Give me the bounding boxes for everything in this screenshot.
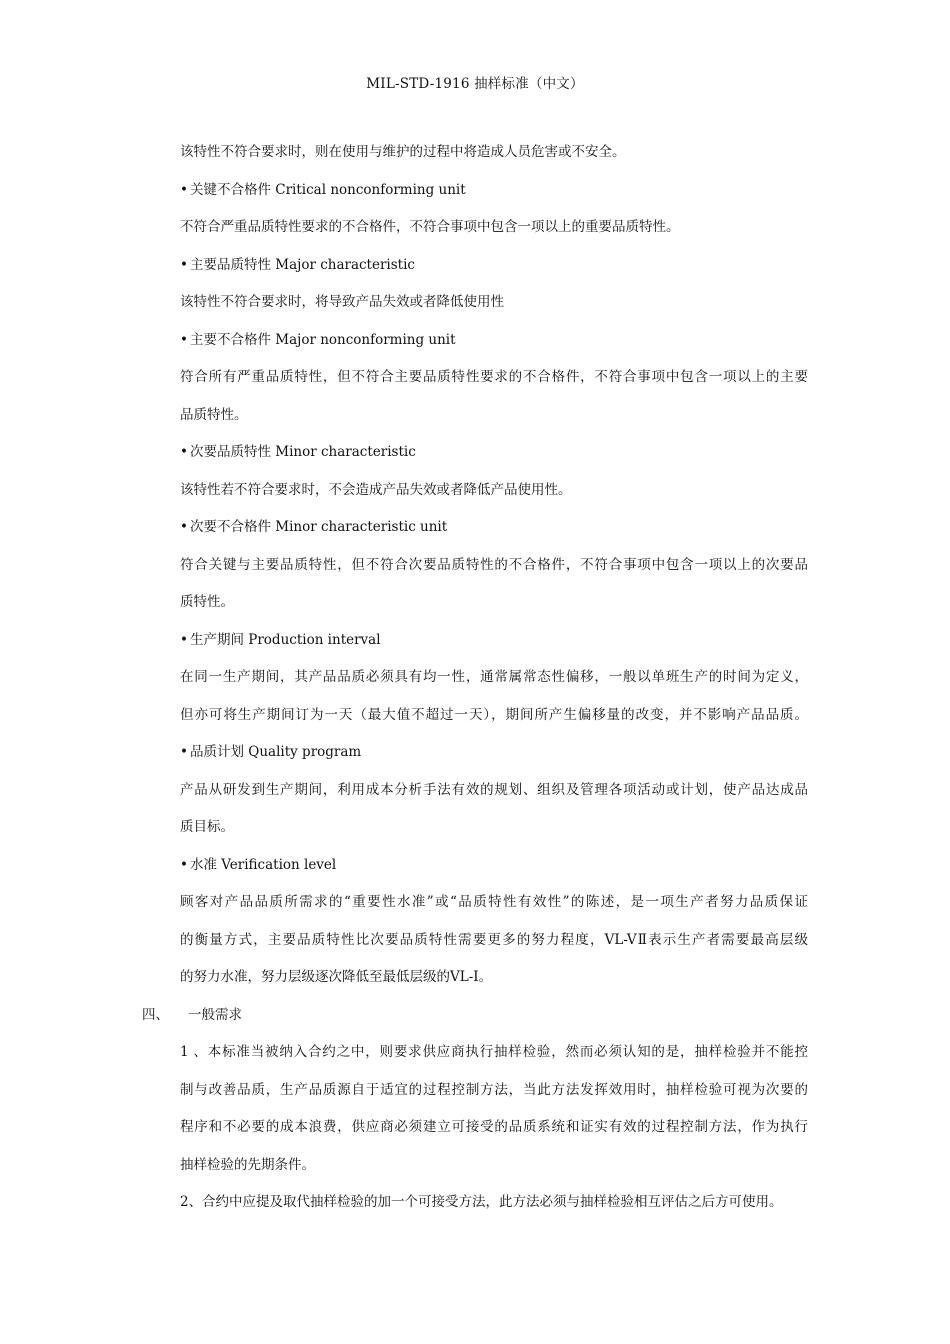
bullet-icon: •: [180, 631, 188, 648]
definition-heading: [180, 509, 808, 547]
definition-heading-text: 次要品质特性 Minor characteristic: [189, 444, 416, 460]
definition-heading-text: 次要不合格件 Minor characteristic unit: [189, 519, 448, 535]
item-text: 本标准当被纳入合约之中，则要求供应商执行抽样检验，然而必须认知的是，抽样检验并不能控: [207, 1044, 808, 1060]
definition-text: 该特性若不符合要求时，不会造成产品失效或者降低产品使用性。: [180, 481, 572, 498]
numbered-item-text: 抽样检验的先期条件。: [180, 1156, 315, 1173]
section-number: 四、: [142, 1006, 169, 1023]
definition-heading: [180, 847, 808, 885]
definition-text: 质特性。: [180, 594, 234, 610]
bullet-icon: •: [180, 181, 188, 198]
definition-text: 符合所有严重品质特性，但不符合主要品质特性要求的不合格件，不符合事项中包含一项以上的主要: [180, 369, 808, 385]
item-text: 合约中应提及取代抽样检验的加一个可接受方法，此方法必须与抽样检验相互评估之后方可使用。: [202, 1194, 783, 1210]
definition-heading-text: 生产期间 Production interval: [189, 631, 381, 648]
definition-heading-text: 水准 Verification level: [189, 856, 337, 873]
definition-text: 的努力水准，努力层级逐次降低至最低层级的VL-I。: [180, 969, 493, 985]
definition-text: 但亦可将生产期间订为一天（最大值不超过一天），期间所产生偏移量的改变，并不影响产品品质。: [180, 706, 808, 723]
item-number: 2、: [180, 1194, 203, 1210]
definition-text: 顾客对产品品质所需求的“重要性水准”或“品质特性有效性”的陈述，是一项生产者努力品质保证: [180, 894, 808, 910]
bullet-icon: •: [180, 519, 188, 535]
definition-text: 该特性不符合要求时，将导致产品失效或者降低使用性: [180, 294, 504, 310]
definition-heading: [180, 172, 808, 210]
definition-heading-text: 主要品质特性 Major characteristic: [189, 256, 415, 273]
numbered-item-first-line: [180, 1184, 808, 1222]
definition-heading-text: 主要不合格件 Major nonconforming unit: [189, 331, 456, 348]
header-title: MIL-STD-1916 抽样标准（中文）: [366, 76, 584, 92]
bullet-icon: •: [180, 256, 188, 273]
definition-text: 符合关键与主要品质特性，但不符合次要品质特性的不合格件，不符合事项中包含一项以上的次要品: [180, 556, 808, 573]
bullet-icon: •: [180, 744, 188, 760]
numbered-item-first-line: [180, 1034, 808, 1072]
page-header: [0, 72, 950, 92]
definition-text: 的衡量方式，主要品质特性比次要品质特性需要更多的努力程度，VL-VⅡ表示生产者需要最高层级: [180, 931, 808, 948]
definition-heading: [180, 434, 808, 472]
definition-heading: [180, 322, 808, 360]
intro-paragraph: 该特性不符合要求时，则在使用与维护的过程中将造成人员危害或不安全。: [180, 144, 626, 160]
definition-text: 不符合严重品质特性要求的不合格件，不符合事项中包含一项以上的重要品质特性。: [180, 219, 680, 235]
bullet-icon: •: [180, 856, 188, 873]
section-title: 一般需求: [188, 1006, 242, 1023]
numbered-item-text: 程序和不必要的成本浪费，供应商必须建立可接受的品质系统和证实有效的过程控制方法，作为执行: [180, 1119, 808, 1135]
bullet-icon: •: [180, 444, 188, 460]
definition-heading-text: 品质计划 Quality program: [189, 744, 362, 760]
definition-text: 质目标。: [180, 819, 234, 835]
definition-text: 品质特性。: [180, 406, 248, 423]
definition-heading-text: 关键不合格件 Critical nonconforming unit: [189, 181, 466, 198]
numbered-item-text: 制与改善品质，生产品质源自于适宜的过程控制方法，当此方法发挥效用时，抽样检验可视为次要的: [180, 1081, 808, 1098]
document-body: [142, 134, 808, 1222]
definition-heading: [180, 622, 808, 660]
bullet-icon: •: [180, 331, 188, 348]
section-heading: [142, 997, 770, 1035]
definition-heading: [180, 734, 808, 772]
definition-heading: [180, 247, 808, 285]
definition-text: 产品从研发到生产期间，利用成本分析手法有效的规划、组织及管理各项活动或计划，使产品达成品: [180, 781, 808, 798]
item-number: 1、: [180, 1044, 207, 1060]
definition-text: 在同一生产期间，其产品品质必须具有均一性，通常属常态性偏移，一般以单班生产的时间为定义，: [180, 669, 808, 685]
